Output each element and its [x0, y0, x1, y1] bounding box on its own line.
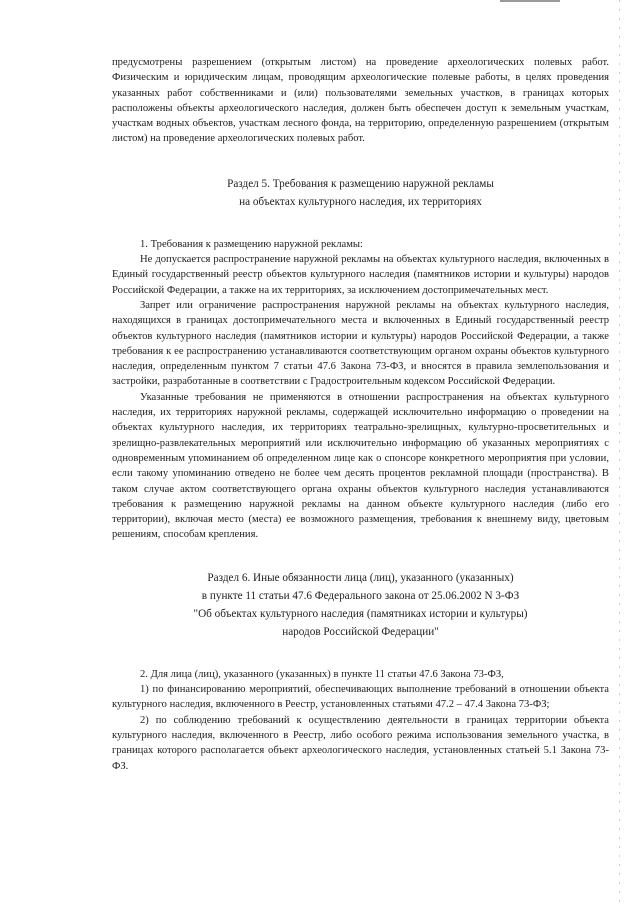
item-1-paragraph: Запрет или ограничение распространения наружной рекламы на объектах культурного наследия, находящихся в границах достопримечательного места и включенных в Единый государственный реестр объектов культурного наследия (памятников истории и культуры) народов Российской Федерации, а также требования к ее распространению устанавливаются соответствующим органом охраны объектов культурного наследия, определенным пунктом 7 статьи 47.6 Закона 73-ФЗ, и вносятся в правила землепользования и застройки, разработанные в соответствии с Градостроительным кодексом Российской Федерации. [112, 299, 609, 388]
section-6-title-line: в пункте 11 статьи 47.6 Федерального закона от 25.06.2002 N 3-ФЗ [201, 589, 520, 602]
section-6-title-line: народов Российской Федерации" [282, 625, 439, 638]
scan-artifact [500, 0, 560, 2]
item-2-point: 1) по финансированию мероприятий, обеспечивающих выполнение требований в отношении объекта культурного наследия, включенного в Реестр, установленных статьями 47.2 – 47.4 Закона 73-ФЗ; [112, 684, 609, 711]
scan-artifact [619, 0, 620, 905]
item-1-paragraph: Указанные требования не применяются в отношении распространения на объектах культурного наследия, их территориях наружной рекламы, содержащей исключительно информацию о проведении на объектах культурного наследия, их территориях театрально-зрелищных, культурно-просветительных и зрелищно-развлекательных мероприятий или исключительно информацию об указанных мероприятиях с одновременным упоминанием об определенном лице как о спонсоре конкретного мероприятия при условии, если такому упоминанию отведено не более чем десять процентов рекламной площади (пространства). В таком случае актом соответствующего органа охраны объектов культурного наследия устанавливаются требования к размещению наружной рекламы на данном объекте культурного наследия (либо его территории), включая место (места) ее возможного размещения, требования к внешнему виду, цветовым решениям, способам крепления. [112, 391, 609, 541]
item-2-heading: 2. Для лица (лиц), указанного (указанных) в пункте 11 статьи 47.6 Закона 73-ФЗ, [140, 668, 504, 680]
section-6-title: Раздел 6. Иные обязанности лица (лиц), указанного (указанных) [207, 571, 514, 584]
section-5-subtitle: на объектах культурного наследия, их территориях [239, 195, 482, 208]
section-6-title-line: "Об объектах культурного наследия (памятниках истории и культуры) [193, 607, 528, 620]
section-5-heading [112, 175, 609, 211]
item-1-heading: 1. Требования к размещению наружной рекламы: [140, 238, 363, 250]
section-6-heading [112, 569, 609, 641]
intro-paragraph: предусмотрены разрешением (открытым листом) на проведение археологических полевых работ. Физическим и юридическим лицам, проводящим археологические полевые работы, в целях проведения указанных работ собственниками и (или) пользователями земельных участков, в границах которых расположены объекты археологического наследия, должен быть обеспечен доступ к земельным участкам, участкам водных объектов, участкам лесного фонда, на территорию, определенную разрешением (открытым листом) на проведение археологических полевых работ. [112, 57, 609, 145]
item-2-point: 2) по соблюдению требований к осуществлению деятельности в границах территории объекта культурного наследия, включенного в Реестр, либо особого режима использования земельного участка, в границах которого располагается объект археологического наследия, установленных статьей 5.1 Закона 73-ФЗ. [112, 714, 609, 772]
document-body [112, 55, 609, 774]
item-1-paragraph: Не допускается распространение наружной рекламы на объектах культурного наследия, включенных в Единый государственный реестр объектов культурного наследия (памятников истории и культуры) народов Российской Федерации, а также на их территориях, за исключением достопримечательных мест. [112, 254, 609, 296]
section-5-title: Раздел 5. Требования к размещению наружной рекламы [227, 177, 494, 190]
